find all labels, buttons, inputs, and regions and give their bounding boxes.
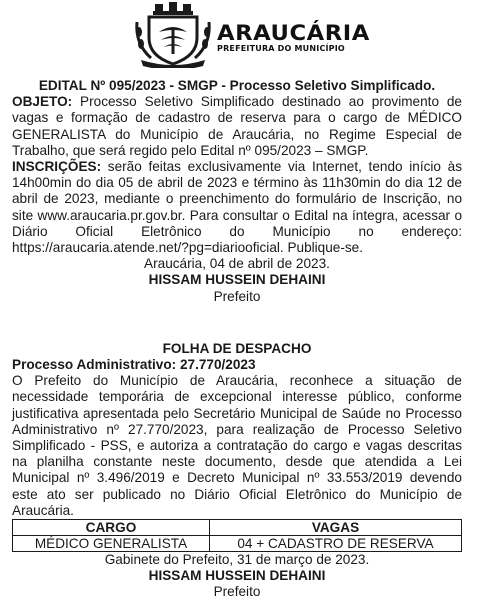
edital-inscricoes — [12, 159, 462, 256]
table-cell-vagas: 04 + CADASTRO DE RESERVA — [209, 536, 461, 552]
inscricoes-text: serão feitas exclusivamente via Internet, tendo início às 14h00min do dia 05 de abril de 2023 e término às 11h30min do dia 12 de abril de 2023, mediante o preenchimento do formulário de Inscrição, no site www.araucaria.pr.gov.br. Para consultar o Edital na íntegra, acessar o Diário Oficial Eletrônico do Município no endereço: https://araucaria.atende.net/?pg=diariooficial. Publique-se. — [12, 159, 462, 256]
edital-title-line — [12, 78, 462, 94]
table-row — [13, 536, 462, 552]
despacho-place-date: Gabinete do Prefeito, 31 de março de 2023. — [104, 552, 370, 568]
despacho-process: Processo Administrativo: 27.770/2023 — [12, 357, 256, 373]
despacho-title: FOLHA DE DESPACHO — [162, 340, 312, 356]
municipal-crest-icon — [133, 2, 213, 68]
despacho-signatory: HISSAM HUSSEIN DEHAINI — [148, 568, 326, 584]
table-header-vagas: VAGAS — [209, 520, 461, 536]
edital-title: EDITAL Nº 095/2023 - SMGP — [38, 78, 218, 93]
brand — [217, 21, 370, 54]
edital-objeto — [12, 94, 462, 159]
inscricoes-label: INSCRIÇÕES: — [12, 159, 102, 175]
table-header-cargo: CARGO — [13, 520, 210, 536]
objeto-text: Processo Seletivo Simplificado destinado ao provimento de vagas e formação de cadastro de reserva para o cargo de MÉDICO GENERALISTA do Município de Araucária, no Regime Especial de Trabalho, que será regido pelo Edital nº 095/2023 – SMGP. — [12, 94, 462, 158]
brand-subtitle: PREFEITURA DO MUNICÍPIO — [217, 44, 345, 53]
edital-role: Prefeito — [213, 288, 261, 304]
despacho-role: Prefeito — [213, 584, 261, 600]
despacho-body: O Prefeito do Município de Araucária, reconhece a situação de necessidade temporária de excepcional interesse público, conforme justificativa apresentada pelo Secretário Municipal de Saúde no Processo Administrativo nº 27.770/2023, para realização de Processo Seletivo Simplificado - PSS, e autoriza a contratação do cargo e vagas descritas na planilha constante neste documento, desde que atendida a Lei Municipal nº 3.496/2019 e Decreto Municipal nº 33.553/2019 devendo este ato ser publicado no Diário Oficial Eletrônico do Município de Araucária. — [12, 373, 462, 518]
objeto-label: OBJETO: — [12, 94, 73, 110]
brand-name: ARAUCÁRIA — [217, 21, 370, 45]
edital-title-suffix: - Processo Seletivo Simplificado. — [217, 78, 436, 93]
table-cell-cargo: MÉDICO GENERALISTA — [13, 536, 210, 552]
edital-signatory: HISSAM HUSSEIN DEHAINI — [148, 272, 326, 288]
edital-place-date: Araucária, 04 de abril de 2023. — [144, 256, 330, 272]
section-gap — [12, 305, 462, 341]
header — [12, 0, 462, 72]
vagas-table — [12, 519, 462, 552]
table-header-row — [13, 520, 462, 536]
